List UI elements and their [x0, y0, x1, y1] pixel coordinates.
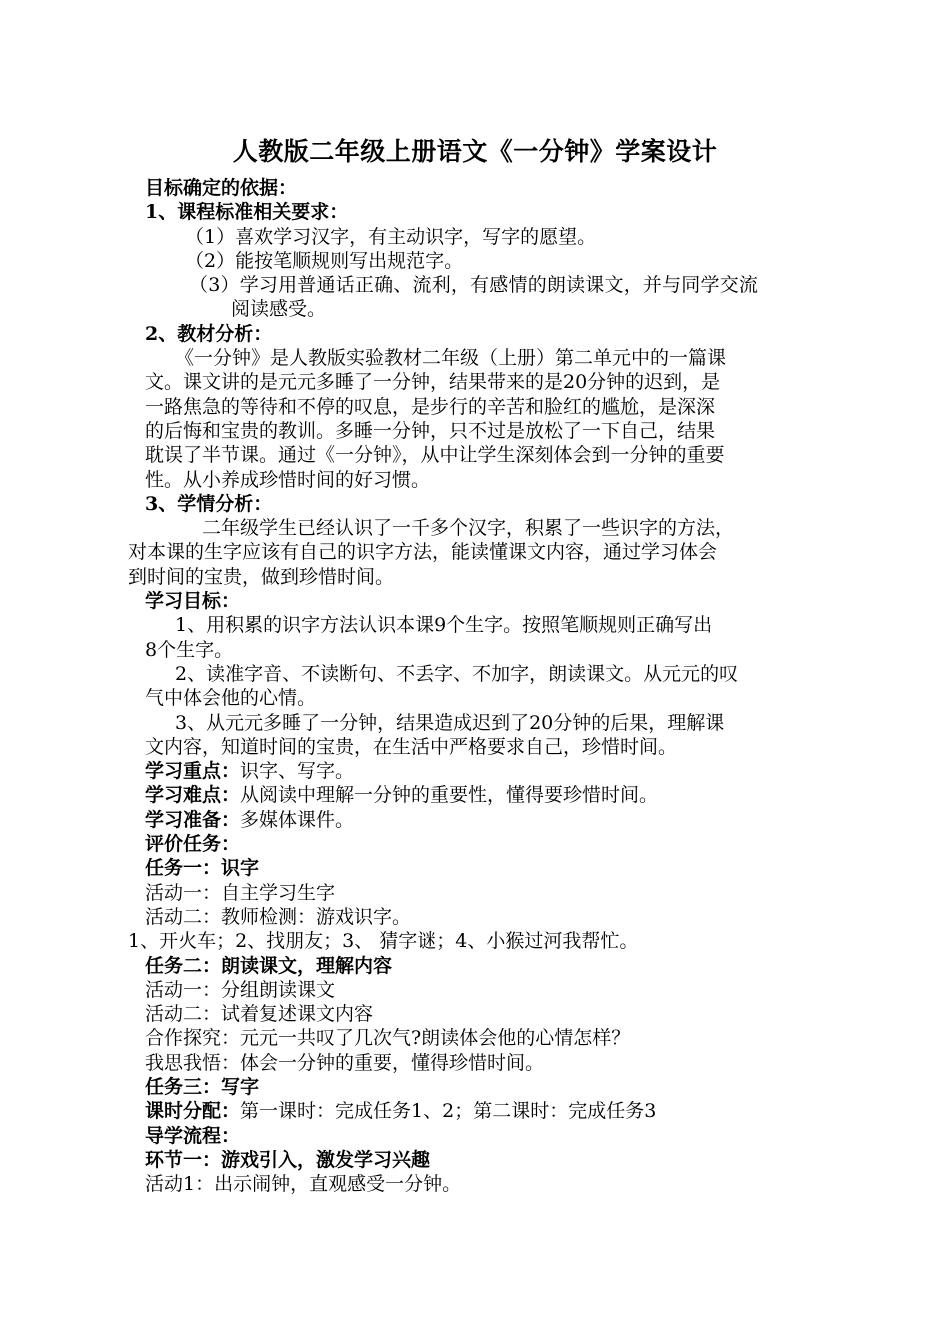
period-allocation [145, 1099, 807, 1123]
task-1-activity: 活动一：自主学习生字 [145, 881, 336, 904]
preparation-text: 多媒体课件。 [240, 808, 355, 831]
textbook-analysis-paragraph [145, 346, 807, 492]
step-1-heading: 环节一：游戏引入，激发学习兴趣 [145, 1148, 431, 1171]
paragraph-line: 性。从小养成珍惜时间的好习惯。 [145, 468, 431, 491]
task-3-heading: 任务三：写字 [145, 1075, 260, 1098]
task-1-activity: 活动二：教师检测：游戏识字。 [145, 905, 412, 928]
section-2-heading: 2、教材分析： [145, 322, 273, 345]
standard-item: （2）能按笔顺规则写出规范字。 [185, 249, 464, 272]
task-1-heading: 任务一：识字 [145, 857, 260, 880]
goal-item-continued: 气中体会他的心情。 [145, 687, 317, 710]
step-1-activity: 活动1：出示闹钟，直观感受一分钟。 [145, 1173, 462, 1196]
paragraph-line: 耽误了半节课。通过《一分钟》，从中让学生深刻体会到一分钟的重要 [145, 444, 725, 467]
standard-item: （3）学习用普通话正确、流利，有感情的朗读课文，并与同学交流 [189, 274, 759, 297]
document-title: 人教版二年级上册语文《一分钟》学案设计 [232, 137, 718, 166]
preparation-label: 学习准备： [145, 808, 241, 831]
flow-heading: 导学流程： [145, 1124, 241, 1147]
task-2-activity: 我思我悟：体会一分钟的重要，懂得珍惜时间。 [145, 1051, 545, 1074]
goal-item: 3、从元元多睡了一分钟，结果造成迟到了20分钟的后果，理解课 [175, 711, 725, 734]
task-1-games: 1、开火车；2、找朋友；3、 猜字谜；4、小猴过河我帮忙。 [128, 930, 639, 953]
task-2-activity: 合作探究：元元一共叹了几次气?朗读体会他的心情怎样？ [145, 1027, 631, 1050]
paragraph-line: 一路焦急的等待和不停的叹息，是步行的辛苦和脸红的尴尬，是深深 [145, 395, 716, 418]
key-point-text: 识字、写字。 [240, 760, 355, 783]
learner-analysis-paragraph [128, 516, 807, 589]
task-2-activity: 活动一：分组朗读课文 [145, 978, 336, 1001]
standard-item-continued: 阅读感受。 [231, 298, 327, 321]
goal-item: 2、读准字音、不读断句、不丢字、不加字，朗读课文。从元元的叹 [175, 662, 739, 685]
key-point [145, 759, 807, 783]
goal-item-continued: 文内容，知道时间的宝贵，在生活中严格要求自己，珍惜时间。 [145, 735, 678, 758]
key-point-label: 学习重点： [145, 760, 241, 783]
evaluation-heading: 评价任务： [145, 833, 241, 856]
goal-item-continued: 8个生字。 [145, 638, 234, 661]
basis-heading: 目标确定的依据： [145, 177, 298, 199]
goals-heading: 学习目标： [145, 590, 241, 613]
section-1-heading: 1、课程标准相关要求： [145, 201, 349, 224]
period-allocation-text: 第一课时：完成任务1、2；第二课时：完成任务3 [240, 1100, 657, 1123]
paragraph-line: 二年级学生已经认识了一千多个汉字，积累了一些识字的方法， [202, 517, 735, 540]
period-allocation-label: 课时分配： [145, 1100, 241, 1123]
document-body [128, 176, 807, 1196]
difficult-point [145, 783, 807, 807]
preparation [145, 808, 807, 832]
paragraph-line: 对本课的生字应该有自己的识字方法，能读懂课文内容，通过学习体会 [128, 541, 718, 564]
section-3-heading: 3、学情分析： [145, 492, 273, 515]
difficult-point-label: 学习难点： [145, 784, 241, 807]
goal-item: 1、用积累的识字方法认识本课9个生字。按照笔顺规则正确写出 [175, 614, 713, 637]
paragraph-line: 《一分钟》是人教版实验教材二年级（上册）第二单元中的一篇课 [175, 347, 727, 370]
paragraph-line: 的后悔和宝贵的教训。多睡一分钟，只不过是放松了一下自己，结果 [145, 419, 716, 442]
task-2-activity: 活动二：试着复述课文内容 [145, 1003, 374, 1026]
difficult-point-text: 从阅读中理解一分钟的重要性，懂得要珍惜时间。 [240, 784, 659, 807]
standard-item: （1）喜欢学习汉字，有主动识字，写字的愿望。 [185, 225, 597, 248]
task-2-heading: 任务二：朗读课文，理解内容 [145, 954, 393, 977]
paragraph-line: 文。课文讲的是元元多睡了一分钟，结果带来的是20分钟的迟到，是 [145, 371, 721, 394]
paragraph-line: 到时间的宝贵，做到珍惜时间。 [128, 565, 395, 588]
